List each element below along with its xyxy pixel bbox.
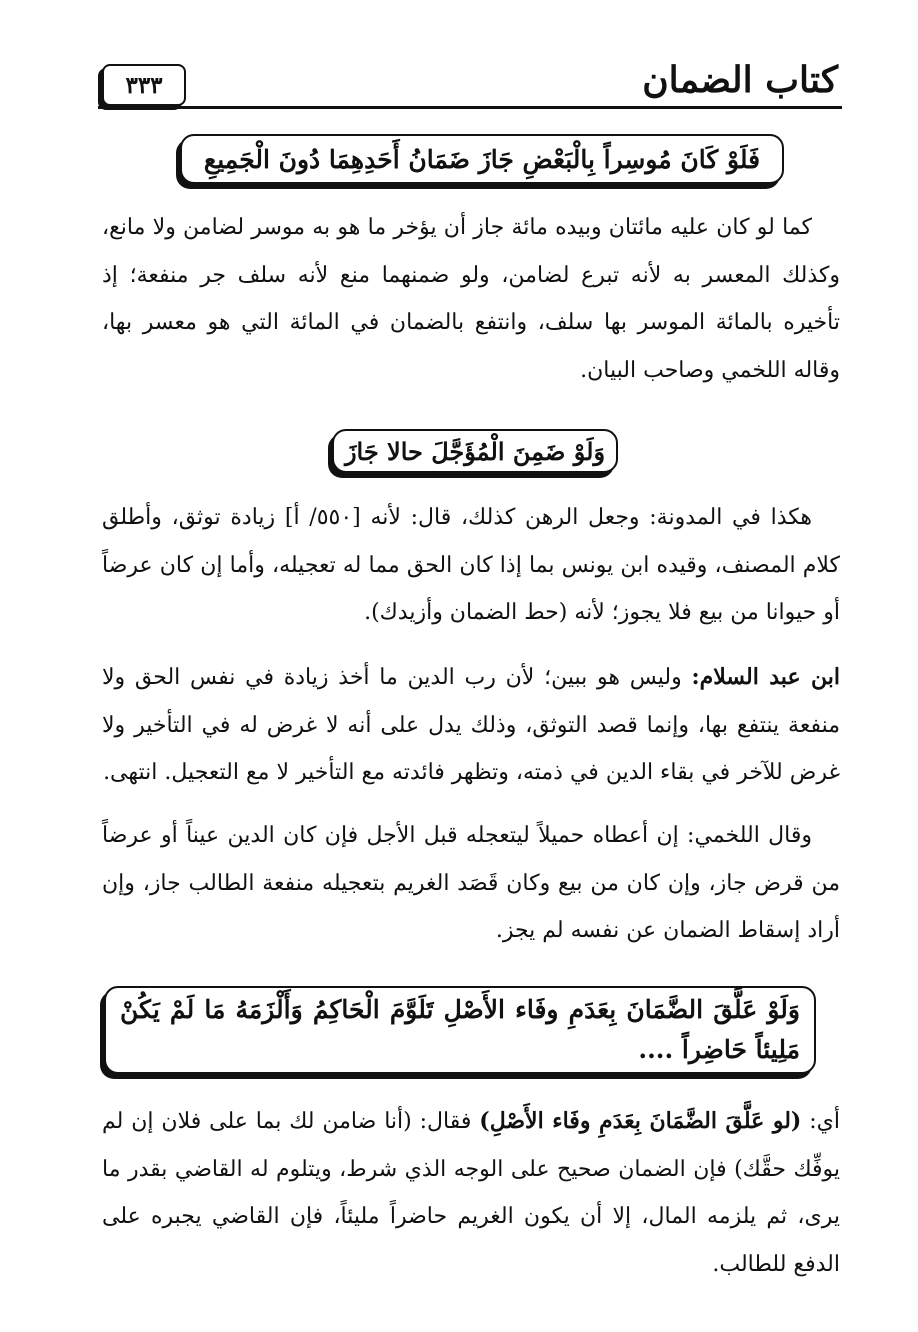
paragraph-5-lead: أي: [809, 1109, 840, 1134]
page-number: ٣٣٣ [125, 71, 163, 99]
page-number-box [102, 64, 186, 106]
matn-heading-3-text: وَلَوْ عَلَّقَ الضَّمَانَ بِعَدَمِ وفَاء الأَصْلِ تَلَوَّمَ الْحَاكِمُ وَأَلْزَمَهُ مَا لَمْ يَكُنْ مَلِيئاً حَاضِراً .... [120, 995, 800, 1064]
matn-heading-1 [180, 134, 784, 184]
matn-heading-3 [104, 986, 816, 1074]
paragraph-3-text: وليس هو ببين؛ لأن رب الدين ما أخذ زيادة في نفس الحق ولا منفعة ينتفع بها، وإنما قصد التوثق، وذلك يدل على أنه لا غرض له في التأخير ولا غرض للآخر في بقاء الدين في ذمته، وتظهر فائدته مع التأخير لا مع التعجيل. انتهى. [102, 665, 840, 785]
paragraph-5-text: فقال: (أنا ضامن لك بما على فلان إن لم يوفِّك حقَّك) فإن الضمان صحيح على الوجه الذي شرط، ويتلوم له القاضي بقدر ما يرى، ثم يلزمه المال، إلا أن يكون الغريم حاضراً مليئاً، فإن القاضي يجبره على الدفع للطالب. [102, 1109, 840, 1277]
quoted-matn: (لو عَلَّقَ الضَّمَانَ بِعَدَمِ وفَاء الأَصْلِ) [479, 1108, 802, 1134]
commentary-paragraph-2: هكذا في المدونة: وجعل الرهن كذلك، قال: لأنه [٥٥٠/ أ] زيادة توثق، وأطلق كلام المصنف، وقيده ابن يونس بما إذا كان الحق مما له تعجيله، وأما إن كان عرضاً أو حيوانا من بيع فلا يجوز؛ لأنه (حط الضمان وأزيدك). [102, 505, 840, 625]
commentary-paragraph-4: وقال اللخمي: إن أعطاه حميلاً ليتعجله قبل الأجل فإن كان الدين عيناً أو عرضاً من قرض جاز، وإن كان من بيع وكان قَصَد الغريم بتعجيله منفعة الطالب جاز، وإن أراد إسقاط الضمان عن نفسه لم يجز. [102, 823, 840, 943]
header-rule [98, 106, 842, 109]
commentary-paragraph-3 [102, 654, 840, 797]
matn-heading-1-text: فَلَوْ كَانَ مُوسِراً بِالْبَعْضِ جَازَ ضَمَانُ أَحَدِهِمَا دُونَ الْجَمِيعِ [203, 144, 761, 174]
scholar-name: ابن عبد السلام: [691, 664, 840, 690]
commentary-paragraph-5 [102, 1098, 840, 1288]
book-title: كتاب الضمان [642, 59, 838, 101]
matn-heading-2-text: وَلَوْ ضَمِنَ الْمُؤَجَّلَ حالا جَازَ [344, 436, 606, 466]
commentary-paragraph-1: كما لو كان عليه مائتان وبيده مائة جاز أن يؤخر ما هو به موسر لضامن ولا مانع، وكذلك المعسر به لأنه تبرع لضامن، ولو ضمنهما منع لأنه سلف جر منفعة؛ إذ تأخيره بالمائة الموسر بها سلف، وانتفع بالضمان في المائة التي هو معسر بها، وقاله اللخمي وصاحب البيان. [102, 215, 840, 383]
matn-heading-2 [332, 429, 618, 473]
